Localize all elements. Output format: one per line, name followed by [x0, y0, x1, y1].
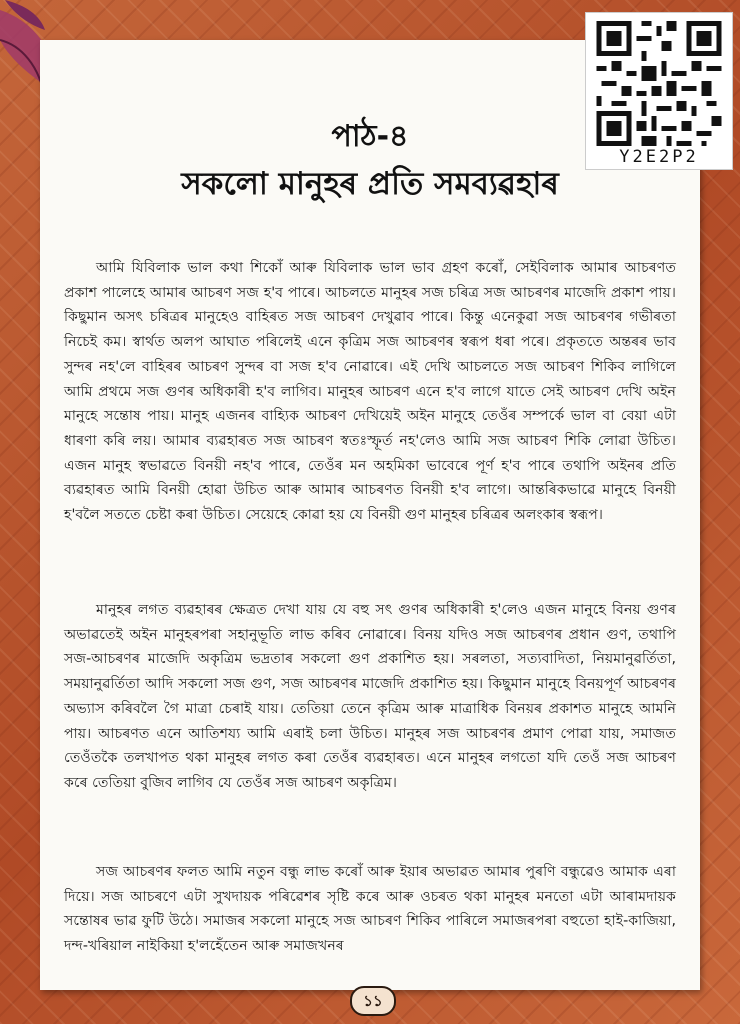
lesson-title: সকলো মানুহৰ প্ৰতি সমব্যৱহাৰ: [181, 166, 559, 202]
paragraph-3: সজ আচৰণৰ ফলত আমি নতুন বন্ধু লাভ কৰোঁ আৰু ইয়াৰ অভাৱত আমাৰ পুৰণি বন্ধুৱেও আমাক এৰা দিয়ে। সজ আচৰণে এটা সুখদায়ক পৰিৱেশৰ সৃষ্টি কৰে আৰু ওচৰত থকা মানুহৰ মনতো এটা আৰামদায়ক সন্তোষৰ ভাৱ ফুটি উঠে। সমাজৰ সকলো মানুহে সজ আচৰণ শিকিব পাৰিলে সমাজৰপৰা বহুতো হাই-কাজিয়া, দন্দ-খৰিয়াল নাইকিয়া হ'লহেঁতেন আৰু সমাজখনৰ: [64, 864, 676, 955]
lesson-number: পাঠ-৪: [331, 119, 409, 154]
paragraph-2: মানুহৰ লগত ব্যৱহাৰৰ ক্ষেত্ৰত দেখা যায় যে বহু সৎ গুণৰ অধিকাৰী হ'লেও এজন মানুহে বিনয় গুণৰ অভাৱতেই অইন মানুহৰপৰা সহানুভূতি লাভ কৰিব নোৱাৰে। বিনয় যদিও সজ আচৰণৰ প্ৰধান গুণ, তথাপি সজ-আচৰণৰ মাজেদি অকৃত্ৰিম ভদ্ৰতাৰ সকলো গুণ প্ৰকাশিত হয়। সৰলতা, সত্যবাদিতা, নিয়মানুৱৰ্তিতা, সময়ানুৱৰ্তিতা আদি সকলো সজ গুণ, সজ আচৰণৰ মাজেদি প্ৰকাশিত হয়। কিছুমান মানুহে বিনয়পূৰ্ণ আচৰণৰ অভ্যাস কৰিবলৈ গৈ মাত্ৰা চেৰাই যায়। তেতিয়া তেনে কৃত্ৰিম আৰু মাত্ৰাধিক বিনয়ৰ প্ৰকাশত মানুহে আমনি পায়। আচৰণত এনে আতিশয্য আমি এৰাই চলা উচিত। মানুহৰ সজ আচৰণৰ প্ৰমাণ পোৱা যায়, সমাজত তেওঁতকৈ তলখাপত থকা মানুহৰ লগত কৰা তেওঁৰ ব্যৱহাৰত। এনে মানুহৰ লগতো যদি তেওঁ সজ আচৰণ কৰে তেতিয়া বুজিব লাগিব যে তেওঁৰ সজ আচৰণ অকৃত্ৰিম।: [64, 602, 676, 791]
paragraph-1: আমি যিবিলাক ভাল কথা শিকোঁ আৰু যিবিলাক ভাল ভাব গ্ৰহণ কৰোঁ, সেইবিলাক আমাৰ আচৰণত প্ৰকাশ পালেহে আমাৰ আচৰণ সজ হ'ব পাৰে। আচলতে মানুহৰ সজ চৰিত্ৰ সজ আচৰণৰ মাজেদি প্ৰকাশ পায়। কিছুমান অসৎ চৰিত্ৰৰ মানুহেও বাহিৰত সজ আচৰণ দেখুৱাব পাৰে। কিন্তু এনেকুৱা সজ আচৰণৰ গভীৰতা নিচেই কম। স্বাৰ্থত অলপ আঘাত পৰিলেই এনে কৃত্ৰিম সজ আচৰণৰ স্বৰূপ ধৰা পৰে। প্ৰকৃততে অন্তৰৰ ভাব সুন্দৰ নহ'লে বাহিৰৰ আচৰণ সুন্দৰ বা সজ হ'ব নোৱাৰে। এই দেখি আচলতে সজ আচৰণ শিকিব লাগিলে আমি প্ৰথমে সজ গুণৰ অধিকাৰী হ'ব লাগিব। মানুহৰ আচৰণ এনে হ'ব লাগে যাতে সেই আচৰণ দেখি অইন মানুহে সন্তোষ পায়। মানুহ এজনৰ বাহ্যিক আচৰণ দেখিয়েই অইন মানুহে তেওঁৰ সম্পৰ্কে ভাল বা বেয়া এটা ধাৰণা কৰি লয়। আমাৰ ব্যৱহাৰত সজ আচৰণ স্বতঃস্ফূৰ্ত নহ'লেও আমি সজ আচৰণ শিকি লোৱা উচিত। এজন মানুহ স্বভাৱতে বিনয়ী নহ'ব পাৰে, তেওঁৰ মন অহমিকা ভাবেৰে পূৰ্ণ হ'ব পাৰে তথাপি অইনৰ প্ৰতি ব্যৱহাৰত আমি বিনয়ী হোৱা উচিত আৰু আমাৰ আচৰণত বিনয়ী হ'ব লাগে। আন্তৰিকভাৱে মানুহে বিনয়ী হ'বলৈ সততে চেষ্টা কৰা উচিত। সেয়েহে কোৱা হয় যে বিনয়ী গুণ মানুহৰ চৰিত্ৰৰ অলংকাৰ স্বৰূপ।: [64, 260, 676, 524]
page-number: ১১: [350, 986, 396, 1016]
qr-code-label: Y2E2P2: [619, 147, 699, 167]
